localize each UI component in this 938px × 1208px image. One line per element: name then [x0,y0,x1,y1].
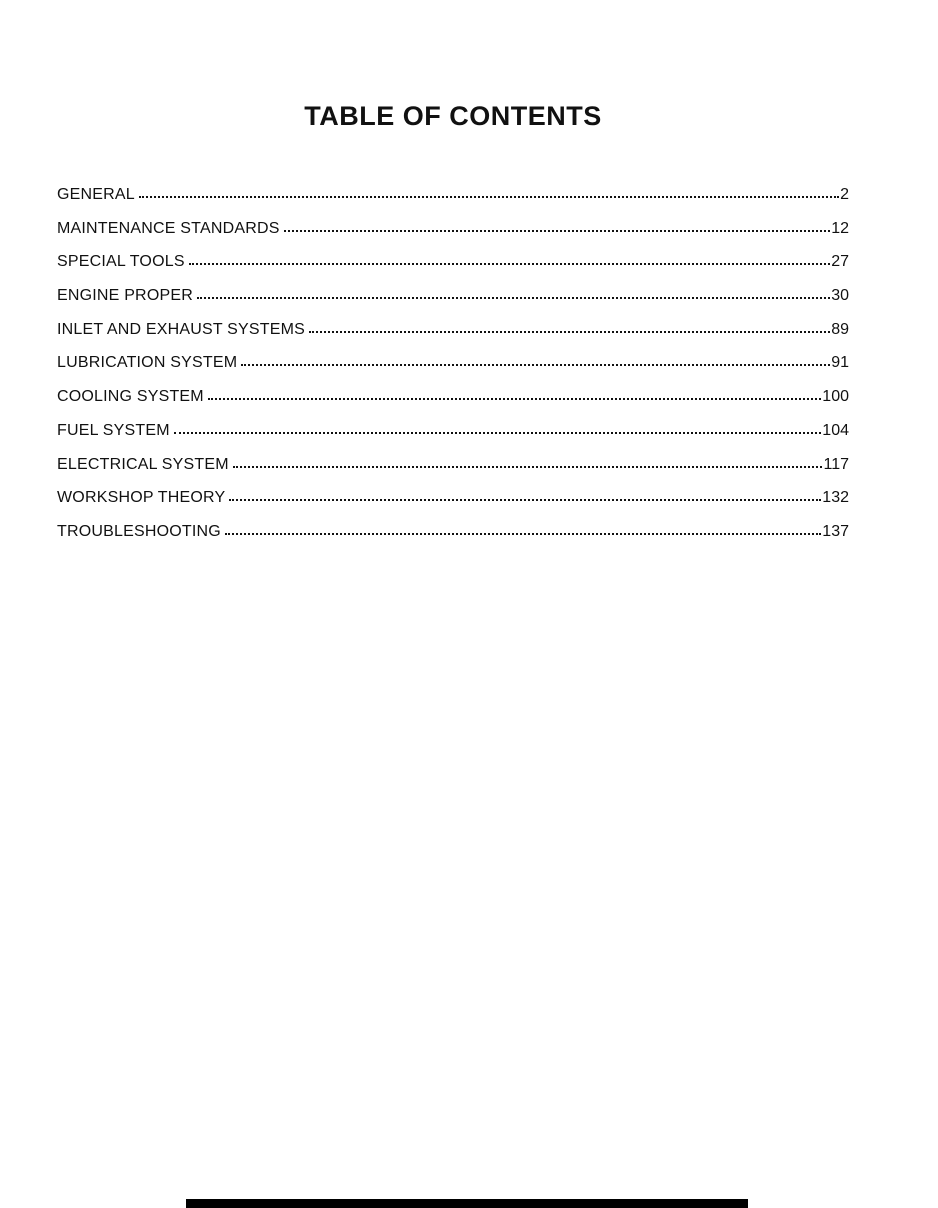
toc-entry-page-number: 12 [831,219,849,237]
toc-entry-label: TROUBLESHOOTING [57,522,221,540]
table-of-contents [57,178,849,549]
dot-leader [174,432,822,434]
toc-entry-label: WORKSHOP THEORY [57,489,226,507]
toc-entry-label: SPECIAL TOOLS [57,253,185,271]
toc-entry-label: INLET AND EXHAUST SYSTEMS [57,320,306,338]
toc-entry [57,380,849,414]
dot-leader [225,533,821,535]
toc-entry-page-number: 104 [822,421,849,439]
page-content [57,0,849,549]
toc-entry-page-number: 89 [831,320,849,338]
toc-entry-label: GENERAL [57,186,135,204]
dot-leader [197,297,830,299]
toc-entry-label: LUBRICATION SYSTEM [57,354,238,372]
dot-leader [189,263,831,265]
toc-entry [57,448,849,482]
toc-entry-page-number: 30 [831,287,849,305]
toc-entry-page-number: 100 [822,388,849,406]
toc-entry-page-number: 117 [823,455,849,473]
toc-entry [57,212,849,246]
toc-entry-label: FUEL SYSTEM [57,421,170,439]
toc-entry [57,346,849,380]
toc-entry-label: COOLING SYSTEM [57,388,204,406]
dot-leader [233,466,823,468]
toc-entry-label: ELECTRICAL SYSTEM [57,455,229,473]
toc-entry [57,414,849,448]
dot-leader [241,364,830,366]
scan-artifact-bar [186,1199,748,1208]
dot-leader [139,196,839,198]
dot-leader [284,230,831,232]
toc-entry-page-number: 2 [840,186,849,204]
dot-leader [229,499,821,501]
toc-entry [57,279,849,313]
toc-entry-page-number: 137 [822,522,849,540]
toc-entry [57,313,849,347]
toc-entry [57,481,849,515]
toc-entry-page-number: 132 [822,489,849,507]
dot-leader [309,331,830,333]
toc-entry [57,245,849,279]
toc-entry-label: MAINTENANCE STANDARDS [57,219,280,237]
toc-entry-page-number: 27 [831,253,849,271]
page-title: TABLE OF CONTENTS [304,101,602,131]
toc-entry [57,178,849,212]
dot-leader [208,398,821,400]
toc-entry-page-number: 91 [831,354,849,372]
toc-entry [57,515,849,549]
toc-entry-label: ENGINE PROPER [57,287,193,305]
